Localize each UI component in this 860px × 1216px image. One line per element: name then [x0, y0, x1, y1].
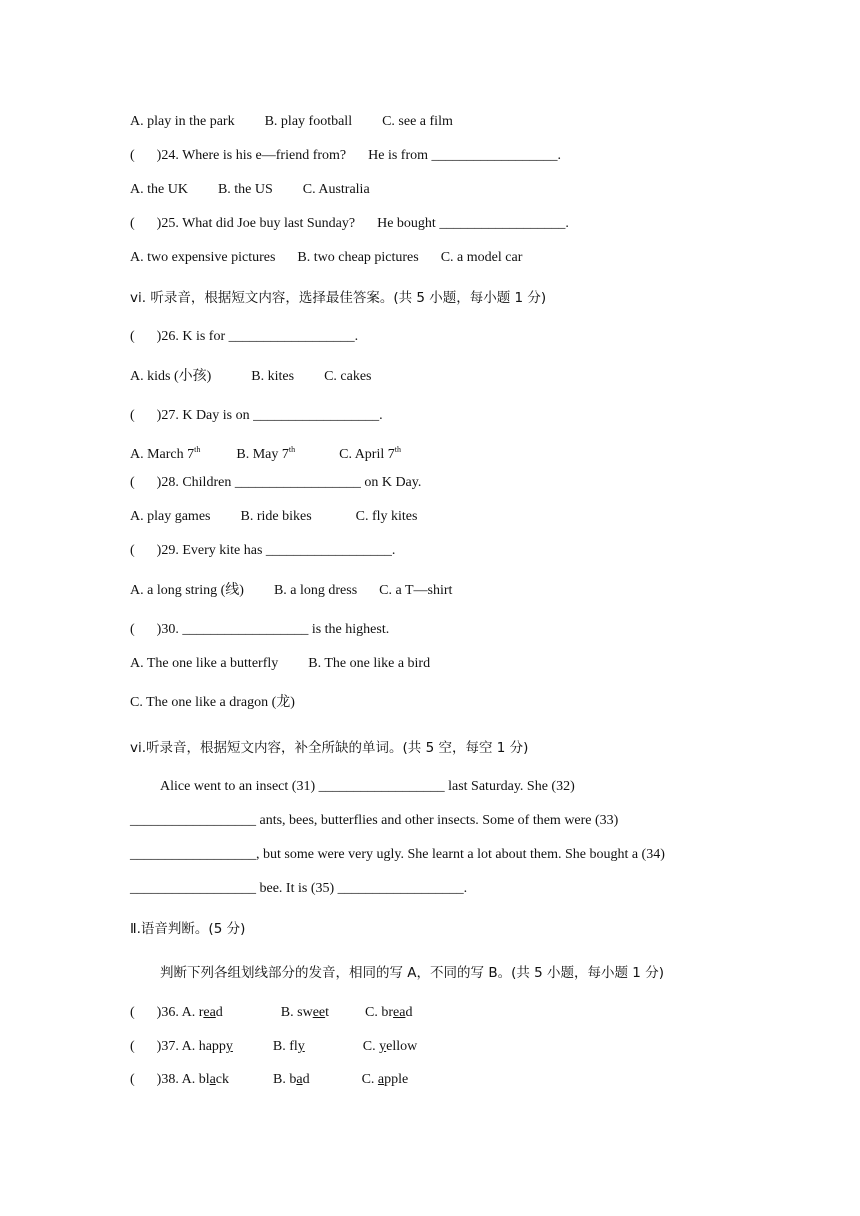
question-27: [130, 407, 383, 425]
question-29: [130, 542, 395, 560]
q26-options: [130, 368, 372, 386]
section-ii-instruction: 判断下列各组划线部分的发音，相同的写 A，不同的写 B。(共 5 小题，每小题 1 分): [160, 965, 664, 981]
q30-paren: (: [130, 622, 135, 637]
section-vi-fill-heading: vi.听录音，根据短文内容，补全所缺的单词。(共 5 空，每空 1 分): [130, 740, 529, 756]
q36-option-c: C. bread: [365, 1005, 413, 1020]
section-ii-heading: Ⅱ.语音判断。(5 分): [130, 921, 246, 937]
q37-paren: (: [130, 1039, 135, 1054]
passage-line-4: __________________ bee. It is (35) __________________.: [130, 881, 468, 896]
q29-text: )29. Every kite has __________________.: [156, 543, 396, 558]
question-38: [130, 1071, 408, 1089]
q30-option-c: C. The one like a dragon (龙): [130, 695, 295, 710]
q23-option-a: A. play in the park: [130, 114, 235, 129]
q37-option-b: B. fly: [272, 1039, 305, 1054]
q36-option-a: A. read: [181, 1005, 223, 1020]
q30-text: )30. __________________ is the highest.: [156, 622, 390, 637]
q38-option-b: B. bad: [273, 1072, 310, 1087]
q25-paren: (: [130, 216, 135, 231]
q29-options: [130, 582, 452, 600]
q30-option-b: B. The one like a bird: [308, 656, 431, 671]
q28-options: [130, 508, 417, 526]
question-36: [130, 1004, 412, 1022]
q27-paren: (: [130, 408, 135, 423]
q30-options-row1: [130, 655, 430, 673]
q24-paren: (: [130, 148, 135, 163]
q29-option-b: B. a long dress: [273, 583, 358, 598]
question-37: [130, 1038, 417, 1056]
q25-option-c: C. a model car: [440, 250, 523, 265]
q26-paren: (: [130, 329, 135, 344]
q30-option-a: A. The one like a butterfly: [130, 656, 279, 671]
q23-option-b: B. play football: [264, 114, 353, 129]
passage-line-2: __________________ ants, bees, butterflies and other insects. Some of them were (33): [130, 813, 619, 828]
q25-option-b: B. two cheap pictures: [297, 250, 419, 265]
q24-answer: He is from __________________.: [368, 148, 562, 163]
q38-option-a: A. black: [181, 1072, 230, 1087]
q28-option-b: B. ride bikes: [240, 509, 312, 524]
q27-text: )27. K Day is on __________________.: [156, 408, 383, 423]
q28-option-a: A. play games: [130, 509, 211, 524]
q23-option-c: C. see a film: [382, 114, 453, 129]
section-vi-choice-heading: vi. 听录音，根据短文内容，选择最佳答案。(共 5 小题，每小题 1 分): [130, 290, 547, 306]
q36-paren: (: [130, 1005, 135, 1020]
q26-option-b: B. kites: [251, 369, 295, 384]
q36-number: )36.: [156, 1005, 179, 1020]
q25-options: [130, 249, 522, 267]
q38-number: )38.: [156, 1072, 179, 1087]
q38-option-c: C. apple: [361, 1072, 409, 1087]
q37-option-a: A. happy: [181, 1039, 233, 1054]
q28-text: )28. Children __________________ on K Day.: [156, 475, 422, 490]
q24-text: )24. Where is his e—friend from?: [156, 148, 347, 163]
q28-paren: (: [130, 475, 135, 490]
q26-option-a: A. kids (小孩): [130, 369, 212, 384]
q36-option-b: B. sweet: [280, 1005, 330, 1020]
q25-answer: He bought __________________.: [377, 216, 569, 231]
q27-option-b: B. May 7th: [236, 445, 296, 462]
q26-option-c: C. cakes: [324, 369, 372, 384]
q37-option-c: C. yellow: [362, 1039, 418, 1054]
passage-line-3: __________________, but some were very ugly. She learnt a lot about them. She bought a (34): [130, 847, 665, 862]
q29-option-c: C. a T—shirt: [379, 583, 453, 598]
q26-text: )26. K is for __________________.: [156, 329, 359, 344]
q28-option-c: C. fly kites: [355, 509, 418, 524]
q37-number: )37.: [156, 1039, 179, 1054]
q27-option-c: C. April 7th: [339, 445, 401, 462]
passage-line-1: Alice went to an insect (31) __________________ last Saturday. She (32): [160, 779, 575, 794]
q24-option-b: B. the US: [217, 182, 273, 197]
question-26: [130, 328, 358, 346]
question-24: [130, 147, 561, 165]
q24-option-a: A. the UK: [130, 182, 188, 197]
question-28: [130, 474, 421, 492]
q25-option-a: A. two expensive pictures: [130, 250, 276, 265]
q24-options: [130, 181, 370, 199]
q29-paren: (: [130, 543, 135, 558]
q38-paren: (: [130, 1072, 135, 1087]
q27-option-a: A. March 7th: [130, 445, 201, 462]
q23-options: [130, 113, 453, 131]
question-25: [130, 215, 569, 233]
question-30: [130, 621, 389, 639]
q24-option-c: C. Australia: [302, 182, 370, 197]
q29-option-a: A. a long string (线): [130, 583, 244, 598]
q25-text: )25. What did Joe buy last Sunday?: [156, 216, 356, 231]
q27-options: [130, 441, 401, 464]
